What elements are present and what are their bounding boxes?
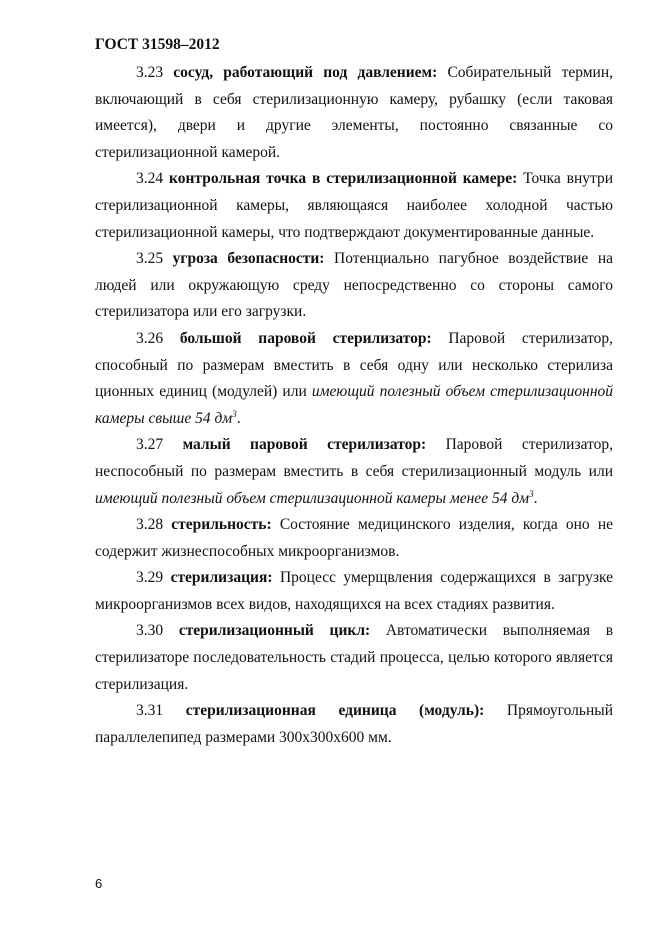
definitions-body xyxy=(95,60,613,751)
definition-italic-text: имеющий полезный объем стерилизационной камеры менее 54 дм xyxy=(95,489,530,507)
superscript: 3 xyxy=(232,408,237,419)
definition-3-29 xyxy=(95,565,613,618)
definition-text: Паровой стерилизатор, неспособный по размерам вместить в себя стерилизационный модуль или xyxy=(95,436,614,480)
definition-number: 3.29 xyxy=(136,569,164,587)
definition-number: 3.28 xyxy=(136,516,164,534)
definition-italic-text: имеющий полезный объем стерилизационной камеры свыше 54 дм xyxy=(95,383,614,427)
definition-3-24 xyxy=(95,166,613,246)
definition-text: Процесс умерщвления содержащихся в загрузке микроорганизмов всех видов, находящихся на всех стадиях развития. xyxy=(95,569,614,613)
definition-3-25 xyxy=(95,246,613,326)
definition-3-28 xyxy=(95,512,613,565)
definition-number: 3.30 xyxy=(136,622,164,640)
definition-number: 3.23 xyxy=(136,64,164,81)
definition-term: стерилизационный цикл: xyxy=(178,622,371,640)
definition-term: угроза безопасности: xyxy=(172,250,325,268)
document-header: ГОСТ 31598–2012 xyxy=(95,36,220,53)
definition-3-31 xyxy=(95,698,613,751)
superscript: 3 xyxy=(529,488,534,499)
definition-tail: . xyxy=(533,489,538,507)
definition-term: сосуд, работающий под давлением: xyxy=(173,64,438,81)
definition-number: 3.27 xyxy=(136,436,164,454)
definition-term: стерильность: xyxy=(171,516,272,534)
definition-number: 3.25 xyxy=(136,250,164,268)
definition-3-26 xyxy=(95,326,613,432)
definition-3-30 xyxy=(95,618,613,698)
definition-text: Точка внутри стерилизационной камеры, являющаяся наиболее холодной частью стерилизационной камеры, что подтверждают документированные данные. xyxy=(95,170,614,241)
definition-term: большой паровой стерилизатор: xyxy=(179,329,432,347)
definition-text: Паровой стерилизатор, способный по размерам вместить в себя одну или несколько стерилиза ционных единиц (модулей) или xyxy=(95,329,614,401)
definition-term: стерилизационная единица (модуль): xyxy=(185,702,485,720)
definition-term: стерилизация: xyxy=(170,569,273,587)
definition-number: 3.31 xyxy=(136,702,164,720)
definition-tail: . xyxy=(236,409,241,427)
definition-term: контрольная точка в стерилизационной камере: xyxy=(168,170,518,188)
definition-number: 3.26 xyxy=(136,329,164,347)
definition-number: 3.24 xyxy=(136,170,164,188)
page-number: 6 xyxy=(95,876,103,891)
definition-3-23 xyxy=(95,60,613,166)
definition-term: малый паровой стерилизатор: xyxy=(182,436,427,454)
definition-text: Прямоугольный параллелепипед размерами 300x300x600 мм. xyxy=(95,702,613,746)
definition-text: Состояние медицинского изделия, когда оно не содержит жизнеспособных микроорганизмов. xyxy=(95,516,614,560)
definition-text: Потенциально пагубное воздействие на людей или окружающую среду непосредственно со стороны самого стерилизатора или его загрузки. xyxy=(95,250,613,321)
definition-3-27 xyxy=(95,432,613,512)
definition-text: Автоматически выполняемая в стерилизаторе последовательность стадий процесса, целью которого является стерилизация. xyxy=(95,622,614,693)
definition-text: Собирательный термин, включающий в себя стерилизационную камеру, рубашку (если таковая имеется), двери и другие элементы, постоянно связанные со стерилизационной камерой. xyxy=(95,64,614,161)
